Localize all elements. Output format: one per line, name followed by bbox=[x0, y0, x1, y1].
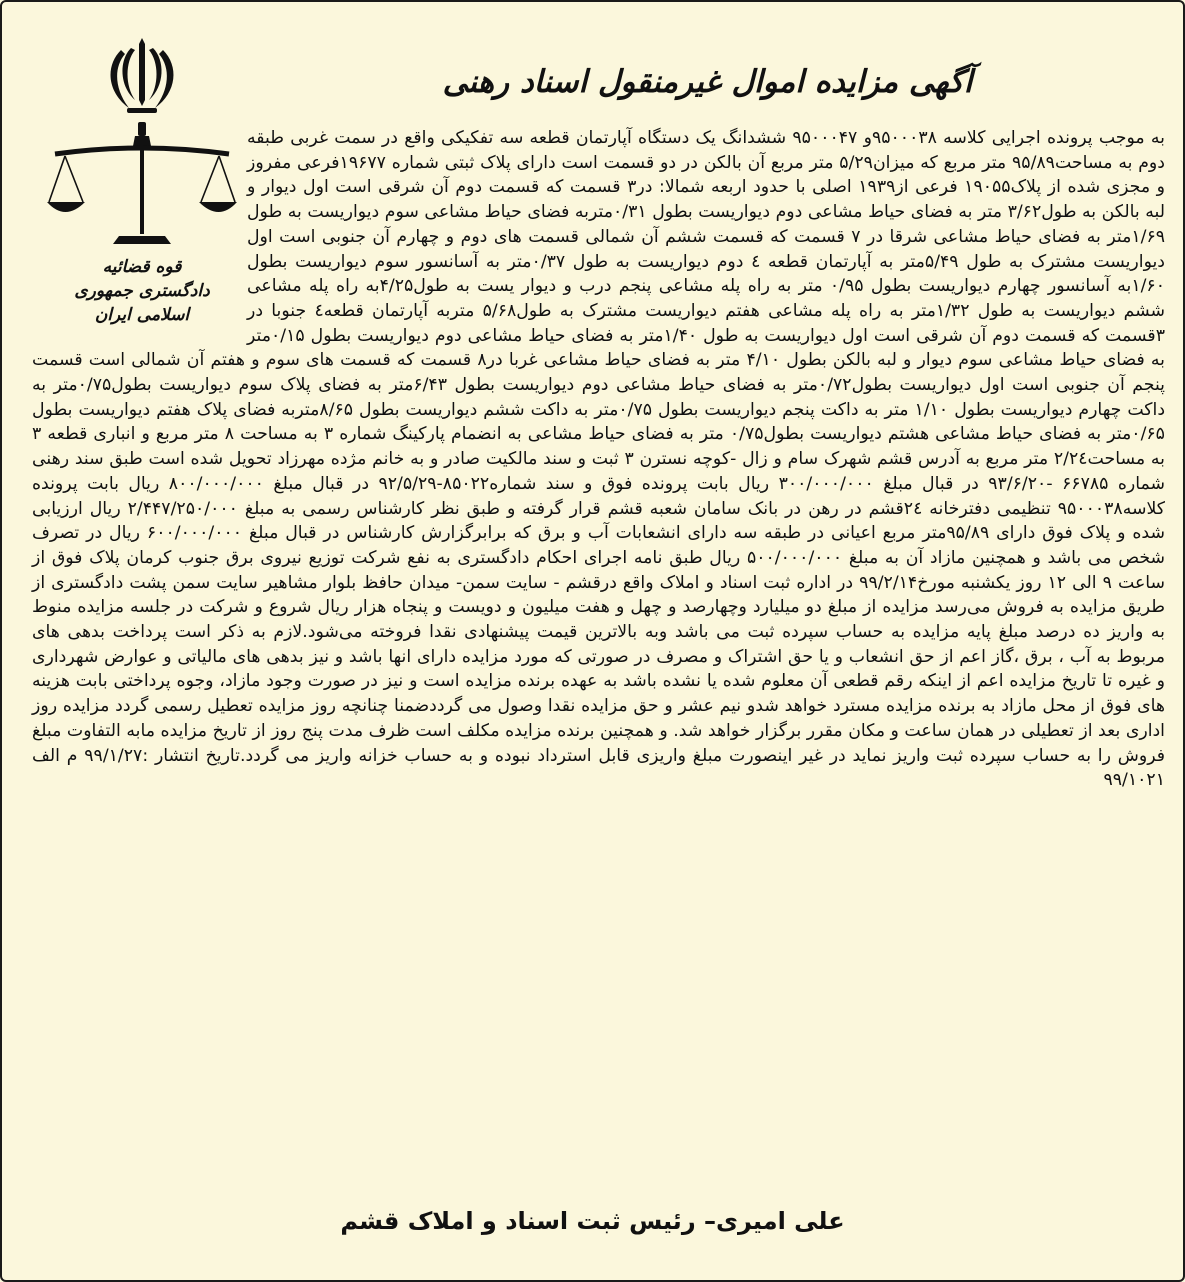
emblem-line-islamic-iran: اسلامی ایران bbox=[94, 305, 190, 325]
notice-body-text: به موجب پرونده اجرایی کلاسه ۹۵۰۰۰۳۸و ۹۵۰۰۰۴۷ ششدانگ یک دستگاه آپارتمان قطعه سه تفکیکی واقع در سمت غربی طبقه دوم به مساحت۹۵/۸۹ متر مربع که میزان۵/۲۹ متر مربع آن بالکن در دو قسمت است دارای پلاک ثبتی شماره ۱۹۶۷۷فرعی مفروز و مجزی شده از پلاک۱۹۰۵۵ فرعی از۱۹۳۹ اصلی با حدود اربعه شمالا: در۳ قسمت که قسمت دوم آن شرقی است اول دیوار و لبه بالکن به طول۳/۶۲ متر به فضای حیاط مشاعی دوم دیواریست بطول ۰/۳۱متربه فضای حیاط مشاعی سوم دیواریست به طول ۱/۶۹متر به فضای حیاط مشاعی شرقا در ۷ قسمت که قسمت ششم آن شمالی قسمت های دوم و چهارم آن جنوبی است اول دیواریست مشترک به طول ۵/۴۹متر به آپارتمان قطعه ٤ دوم دیواریست به طول ۰/۳۷متر به آسانسور سوم دیواریست بطول ۱/۶۰به آسانسور چهارم دیواریست بطول ۰/۹۵ متر به راه پله مشاعی پنجم درب و دیوار یست به طول۴/۲۵به راه پله مشاعی ششم دیواریست به طول ۱/۳۲متر به راه پله مشاعی هفتم دیواریست مشترک به طول۵/۶۸ متربه آپارتمان قطعه٤ جنوبا در ۳قسمت که قسمت دوم آن شرقی است اول دیواریست به طول ۱/۴۰متر به فضای حیاط مشاعی دوم دیواریست بطول ۰/۱۵متر به فضای حیاط مشاعی سوم دیوار و لبه بالکن بطول ۴/۱۰ متر به فضای حیاط مشاعی غربا در۸ قسمت که قسمت های سوم و هفتم آن شمالی است قسمت پنجم آن جنوبی است اول دیواریست بطول۰/۷۲متر به فضای حیاط مشاعی دوم دیواریست بطول ۶/۴۳متر به فضای پلاک سوم دیواریست بطول۰/۷۵متر به داکت چهارم دیواریست بطول ۱/۱۰ متر به داکت پنجم دیواریست بطول ۰/۷۵متر به داکت ششم دیواریست بطول ۸/۶۵متربه فضای پلاک هفتم دیواریست بطول ۰/۶۵متر به فضای حیاط مشاعی هشتم دیواریست بطول۰/۷۵ متر به فضای حیاط مشاعی به انضمام پارکینگ شماره ۳ به مساحت ۸ متر مربع و انباری قطعه ۳ به مساحت۲/۲٤ متر مربع به آدرس قشم شهرک سام و زال -کوچه نسترن ۳ ثبت و سند مالکیت صادر و به خانم مژده مهرزاد تحویل شده است طبق سند رهنی شماره ۶۶۷۸۵ -۹۳/۶/۲۰ در قبال مبلغ ۳۰۰/۰۰۰/۰۰۰ ریال بابت پرونده فوق و سند شماره۸۵۰۲۲-۹۲/۵/۲۹ در قبال مبلغ ۸۰۰/۰۰۰/۰۰۰ ریال بابت پرونده کلاسه۹۵۰۰۰۳۸ تنظیمی دفترخانه ۲٤قشم در رهن در بانک سامان شعبه قشم قرار گرفته و طبق نظر کارشناس رسمی به مبلغ ۲/۴۴۷/۲۵۰/۰۰۰ ریال ارزیابی شده و پلاک فوق دارای ۹۵/۸۹متر مربع اعیانی در طبقه سه دارای انشعابات آب و برق که برابرگزارش کارشناس در قبال مبلغ ۶۰۰/۰۰۰/۰۰۰ ریال در تصرف شخص می باشد و همچنین مازاد آن به مبلغ ۵۰۰/۰۰۰/۰۰۰ ریال طبق نامه اجرای احکام دادگستری به نفع شرکت توزیع نیروی برق جنوب کرمان پلاک فوق از ساعت ۹ الی ۱۲ روز یکشنبه مورخ۹۹/۲/۱۴ در اداره ثبت اسناد و املاک واقع درقشم - سایت سمن- میدان حافظ بلوار مشاهیر سایت سمن پشت دادگستری از طریق مزایده به فروش می‌رسد مزایده از مبلغ دو میلیارد وچهارصد و چهل و هفت میلیون و دویست و پنجاه هزار ریال شروع و شرکت در جلسه مزایده منوط به واریز ده درصد مبلغ پایه مزایده به حساب سپرده ثبت می باشد وبه بالاترین قیمت پیشنهادی نقدا فروخته می‌شود.لازم به ذکر است پرداخت بدهی های مربوط به آب ، برق ،گاز اعم از حق انشعاب و یا حق اشتراک و مصرف در صورتی که مورد مزایده دارای انها باشد و نیز بدهی های مالیاتی و عوارض شهرداری و غیره تا تاریخ مزایده اعم از اینکه رقم قطعی آن معلوم شده یا نشده باشد به عهده برنده مزایده است و نیز در صورت وجود مازاد، وجوه پرداختی بابت هزینه های فوق از محل مازاد به برنده مزایده مسترد خواهد شدو نیم عشر و حق مزایده نقدا وصول می گرددضمنا چنانچه روز مزایده تعطیل رسمی گردد مزایده روز اداری بعد از تعطیلی در همان ساعت و مکان مقرر برگزار خواهد شد. و همچنین برنده مزایده مکلف است ظرف مدت پنج روز از تاریخ مزایده مابه التفاوت مبلغ فروش را به حساب سپرده ثبت واریز نماید در غیر اینصورت مبلغ واریزی قابل استرداد نبوده و به حساب خزانه واریز می گردد.تاریخ انتشار :۹۹/۱/۲۷ م الف ۹۹/۱۰۲۱ bbox=[32, 128, 1166, 791]
emblem-line-justice-department: دادگستری جمهوری bbox=[74, 281, 210, 301]
notice-signature: علی امیری– رئیس ثبت اسناد و املاک قشم bbox=[340, 1207, 845, 1235]
emblem-line-judiciary: قوه قضائیه bbox=[102, 257, 182, 277]
iran-emblem-icon bbox=[97, 30, 187, 120]
notice-title: آگهی مزایده اموال غیرمنقول اسناد رهنی bbox=[442, 64, 973, 100]
notice-body bbox=[32, 126, 1165, 793]
emblem-spacer bbox=[32, 126, 247, 346]
